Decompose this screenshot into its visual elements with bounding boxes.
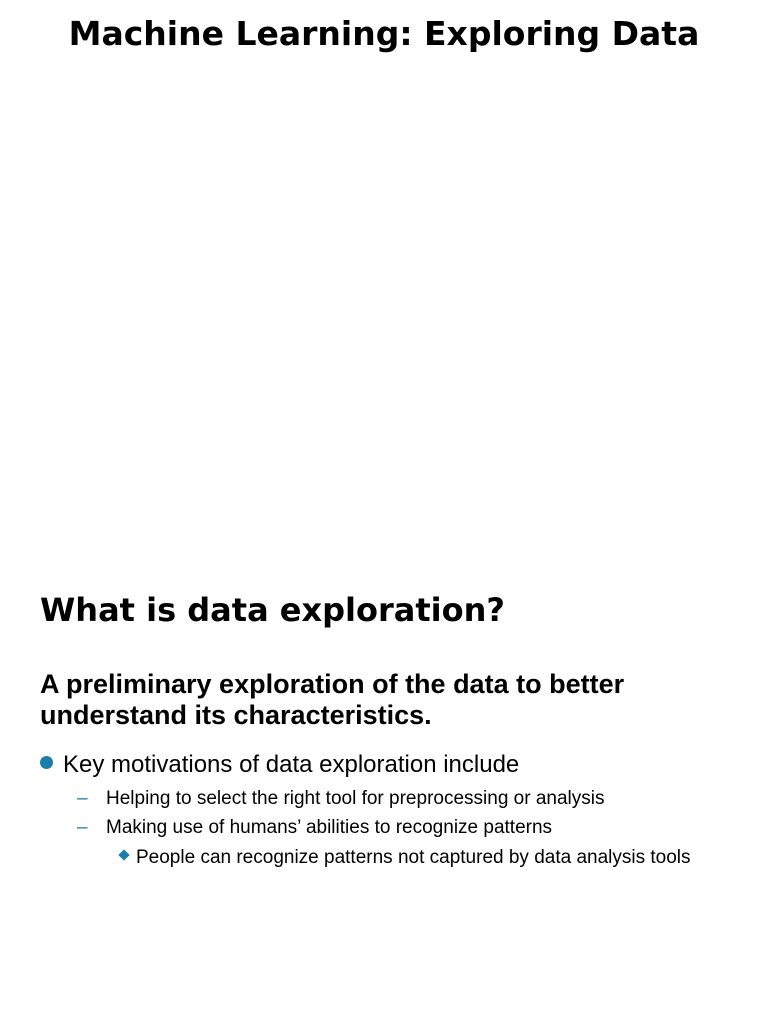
sub-bullet-text: Making use of humans’ abilities to recognize patterns [106,817,553,838]
sub-bullet-text: Helping to select the right tool for preprocessing or analysis [106,788,605,809]
document-title: Machine Learning: Exploring Data [68,14,700,53]
bullet-text: Key motivations of data exploration include [63,751,520,778]
nested-bullet-item [116,846,726,869]
nested-bullet-text: People can recognize patterns not captured by data analysis tools [136,847,691,868]
slide-heading: What is data exploration? [40,591,505,629]
bullet-dot-icon [40,756,53,769]
dash-icon: – [77,788,88,809]
dash-icon: – [77,817,88,838]
slide-subheading: A preliminary exploration of the data to better understand its characteristics. [40,669,625,730]
diamond-icon [118,849,129,860]
